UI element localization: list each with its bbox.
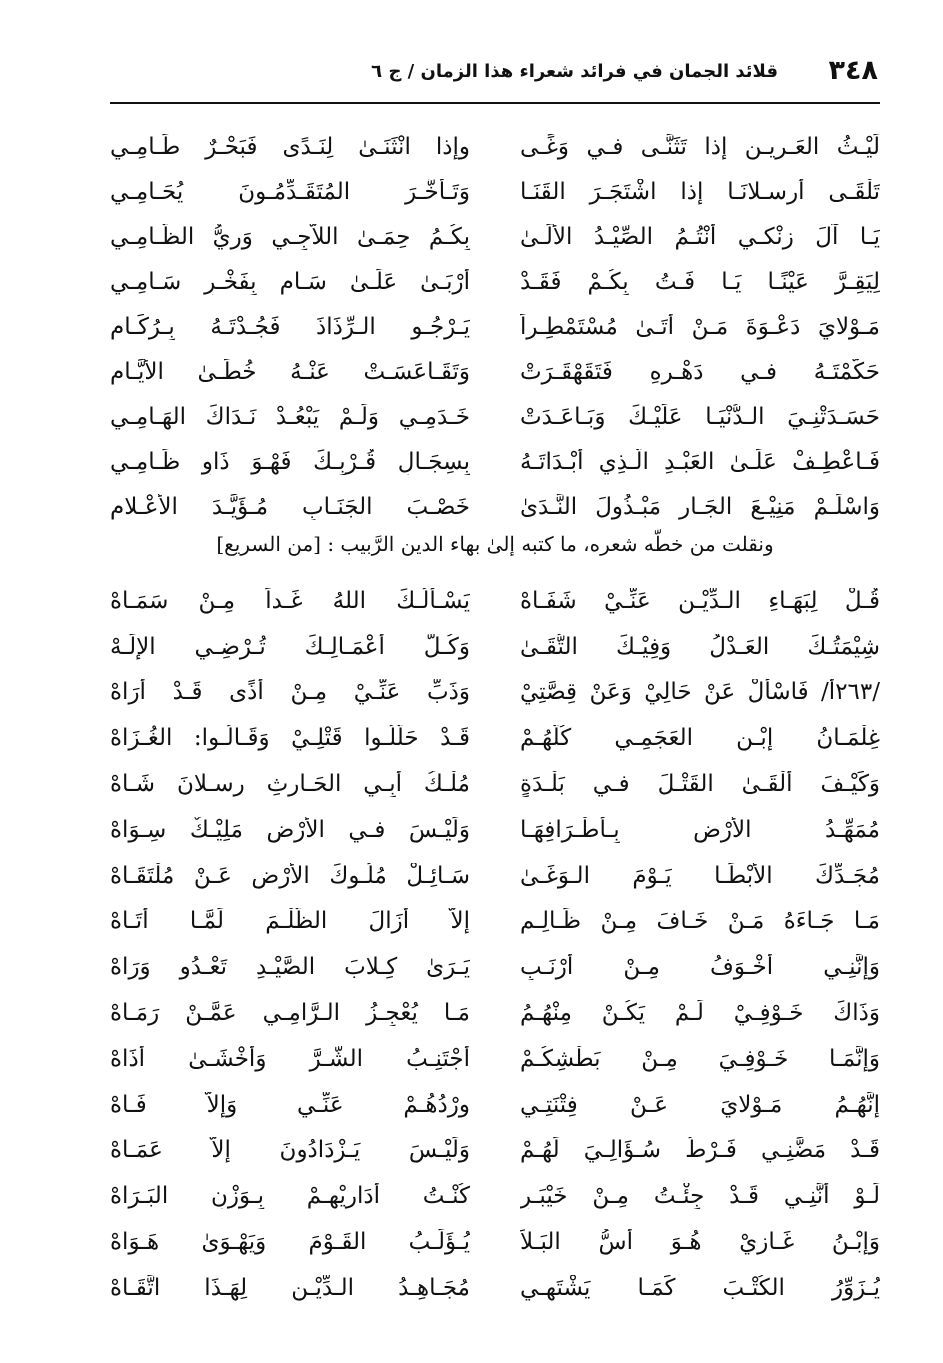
verse-row (110, 1219, 880, 1265)
verse-first-hemistich: وَإِبْـنُ غَـازِيْ هُـوَ أُسُّ البَـلاَ (520, 1229, 880, 1256)
verse-first-hemistich: حَكَّمْتَـهُ فـي دَهْـرِهِ فَتَقَهْقَـرَتْ (520, 358, 880, 385)
verse-first-hemistich: وَإِنَّمَـا خَـوْفِـيَ مِـنْ بَطْشِكُـمْ (520, 1045, 880, 1072)
verse-second-hemistich: وَتَـأخَّـرَ المُتَقَـدِّمُـونَ يُحَـامِـي (110, 178, 470, 205)
verse-second-hemistich: يَـرْجُـو الـرِّذَاذَ فَجُـدْتَـهُ بِـرُكَـامِ (110, 313, 470, 340)
verse-second-hemistich: أَرْبَـىٰ عَلَـىٰ سَـامٍ بِفَخْـرٍ سَـامِـي (110, 268, 470, 295)
verse-second-hemistich: خَصْـبَ الجَنَـابِ مُـؤَيَّـدَ الأَعْـلامِ (110, 493, 470, 520)
verse-first-hemistich: يُـزَوِّرُ الكُتْـبَ كَمَـا يَشْتَهِـي (520, 1274, 880, 1301)
verse-first-hemistich: وَإِنَّنِـي أَخْـوَفُ مِـنْ أَرْنَـبٍ (520, 954, 880, 981)
verse-row (110, 853, 880, 899)
verse-second-hemistich: أَجْتَنِـبُ الشَّـرَّ وَأَخْشَـىٰ أَذَاهْ (110, 1045, 470, 1072)
verse-second-hemistich: بِسِجَـالِ قُـرْبِـكَ فَهْـوَ ذَاوٍ ظَـامِـي (110, 448, 470, 475)
verse-row (110, 439, 880, 484)
verse-second-hemistich: مُجَـاهِـدُ الـدِّيْـنِ لِهَـذَا اتَّقَـاهْ (110, 1274, 470, 1301)
running-title: قلائد الجمان في فرائد شعراء هذا الزمان / ج ٦ (371, 61, 778, 82)
poem-second (110, 578, 880, 1311)
verse-second-hemistich: وَذَبِّ عَنِّـيْ مِـنْ أَذًى قَـدْ أَرَاهْ (110, 679, 470, 706)
verse-second-hemistich: وَلَيْـسَ يَـزْدَادُونَ إِلاَّ عَمَـاهْ (110, 1137, 470, 1164)
verse-first-hemistich: تَلْقَـى أرسـلانَـا إذا اشْتَجَـرَ القَنَـا (520, 178, 880, 205)
verse-second-hemistich: وَتَقَـاعَسَـتْ عَنْـهُ خُطَـىٰ الأَيَّـامِ (110, 358, 470, 385)
verse-first-hemistich: قُـلْ لِبَهَـاءِ الـدِّيْـنِ عَنِّـيْ شَفَـاهْ (520, 587, 880, 614)
verse-first-hemistich: مُجَـدِّكَ الأَبْطَـا يَـوْمَ الـوَغَـىٰ (520, 862, 880, 889)
verse-row (110, 259, 880, 304)
verse-row (110, 169, 880, 214)
verse-second-hemistich: بِكُـمُ حِمَـىٰ اللاَّجِـي وَرِيُّ الظَّـامِـي (110, 223, 470, 250)
verse-row (110, 578, 880, 624)
verse-first-hemistich: مَـوْلايَ دَعْـوَةَ مَـنْ أَتَـىٰ مُسْتَمْطِـراً (520, 313, 880, 340)
verse-row (110, 761, 880, 807)
verse-row (110, 1173, 880, 1219)
verse-second-hemistich: وِرْدُهُـمْ عَنِّـي وَإِلاَّ فَـاهْ (110, 1091, 470, 1118)
verse-first-hemistich: غِلْمَـانُ إِبْـنِ العَجَمِـي كُلُّهُـمْ (520, 725, 880, 752)
verse-first-hemistich: شِيْمَتُـكَ العَـدْلُ وَفِيْـكَ التُّقَـىٰ (520, 633, 880, 660)
verse-row (110, 715, 880, 761)
verse-row (110, 394, 880, 439)
verse-row (110, 1128, 880, 1174)
verse-row (110, 670, 880, 716)
verse-first-hemistich: مُمَهِّـدُ الأَرْضِ بِـأَطْـرَافِهَـا (520, 816, 880, 843)
poem-first (110, 124, 880, 529)
page-header (110, 55, 878, 95)
verse-first-hemistich: وَكَيْـفَ أَلْقَـىٰ القَتْـلَ فـي بَلْـدَةٍ (520, 771, 880, 798)
verse-row (110, 484, 880, 529)
verse-row (110, 990, 880, 1036)
verse-row (110, 944, 880, 990)
verse-first-hemistich: مَـا جَـاءَهُ مَـنْ خَـافَ مِـنْ ظَـالِـمٍ (520, 908, 880, 935)
verse-first-hemistich: لِيَقِـرَّ عَيْنًـا يَـا فَـتُ بِكُـمْ فَقَـدْ (520, 268, 880, 295)
verse-row (110, 1082, 880, 1128)
verse-second-hemistich: كُنْـتُ أُدَارِيْهِـمْ بِـوَزْنِ البَـرَاهْ (110, 1183, 470, 1210)
verse-row (110, 349, 880, 394)
verse-row (110, 624, 880, 670)
header-divider (110, 102, 880, 104)
verse-second-hemistich: إِلاَّ أَزَالَ الظُّلْـمَ لَمَّـا أَتَـاهْ (110, 908, 470, 935)
verse-first-hemistich: /٢٦٣أ/ فَاسْأَلْ عَنْ حَالِيْ وَعَنْ قِصَّتِيْ (520, 679, 880, 706)
verse-row (110, 1265, 880, 1311)
verse-first-hemistich: لَيْـثُ العَـرِيـنِ إذا تَثَنَّـى فـي وَغًـى (520, 133, 880, 160)
verse-first-hemistich: يَـا آلَ زنْكـي أنْتُـمُ الصِّيْـدُ الأُلَـىٰ (520, 223, 880, 250)
verse-row (110, 214, 880, 259)
verse-second-hemistich: وَكُـلُّ أَعْمَـالِـكَ تُـرْضِـي الإِلَـهْ (110, 633, 470, 660)
verse-second-hemistich: يَسْـأَلُـكَ اللهُ غَـداً مِـنْ سَمَـاهْ (110, 587, 470, 614)
page-number: ٣٤٨ (828, 55, 878, 86)
verse-second-hemistich: مَـا يُعْجِـزُ الـرَّامِـي عَمَّـنْ رَمَـاهْ (110, 1000, 470, 1027)
verse-row (110, 899, 880, 945)
section-heading: ونقلت من خطّه شعره، ما كتبه إلىٰ بهاء الدين الرَّبيب : [من السريع] (216, 532, 774, 556)
verse-first-hemistich: إِنَّهُـمُ مَـوْلايَ عَـنْ فِتْنَتِـي (520, 1091, 880, 1118)
verse-first-hemistich: حَسَـدَتْنِـيَ الـدُّنْيَـا عَلَيْـكَ وَبَـاعَـدَتْ (520, 403, 880, 430)
verse-row (110, 124, 880, 169)
verse-row (110, 807, 880, 853)
verse-first-hemistich: وَاسْلَـمْ مَنِيْـعَ الجَـارِ مَبْـذُولَ النَّـدَىٰ (520, 493, 880, 520)
verse-row (110, 1036, 880, 1082)
verse-second-hemistich: سَـائِـلْ مُلُـوكَ الأَرْضِ عَـنْ مُلْتَقَـاهْ (110, 862, 470, 889)
verse-second-hemistich: وَلَيْـسَ فـي الأَرْضِ مَلِيْـكٌ سِـوَاهْ (110, 816, 470, 843)
verse-second-hemistich: يُـؤَلِّـبُ القَـوْمَ وَيَهْـوَىٰ هَـوَاهْ (110, 1229, 470, 1256)
verse-second-hemistich: يَـرَىٰ كِـلابَ الصَّيْـدِ تَعْـدُو وَرَاهْ (110, 954, 470, 981)
verse-first-hemistich: قَـدْ مَضَّنِـي فَـرْطُ سُـؤَالِـيَ لَهُـمْ (520, 1137, 880, 1164)
verse-row (110, 304, 880, 349)
verse-second-hemistich: خَـدَمِـي وَلَـمْ يَبْعُـدْ نَـدَاكَ الهَـامِـي (110, 403, 470, 430)
verse-first-hemistich: وَذَاكَ خَـوْفِـيْ لَـمْ يَكُـنْ مِنْهُـمُ (520, 1000, 880, 1027)
verse-first-hemistich: لَـوْ أَنَّنِـي قَـدْ جِئْـتُ مِـنْ خَيْبَـرٍ (520, 1183, 880, 1210)
verse-first-hemistich: فَـاعْطِـفْ عَلَـىٰ العَبْـدِ الَّـذِي أَبْـدَاتَـهُ (520, 448, 880, 475)
verse-second-hemistich: وإذا انْثَنَـىٰ لِنَـدًى فَبَحْـرٌ طَـامِـي (110, 133, 470, 160)
verse-second-hemistich: قَـدْ حَلَّلُـوا قَتْلِـيْ وَقَـالُـوا: الغُـزَاهْ (110, 725, 470, 752)
verse-second-hemistich: مُلْـكُ أَبِـي الحَـارِثِ رسـلانَ شَـاهْ (110, 771, 470, 798)
